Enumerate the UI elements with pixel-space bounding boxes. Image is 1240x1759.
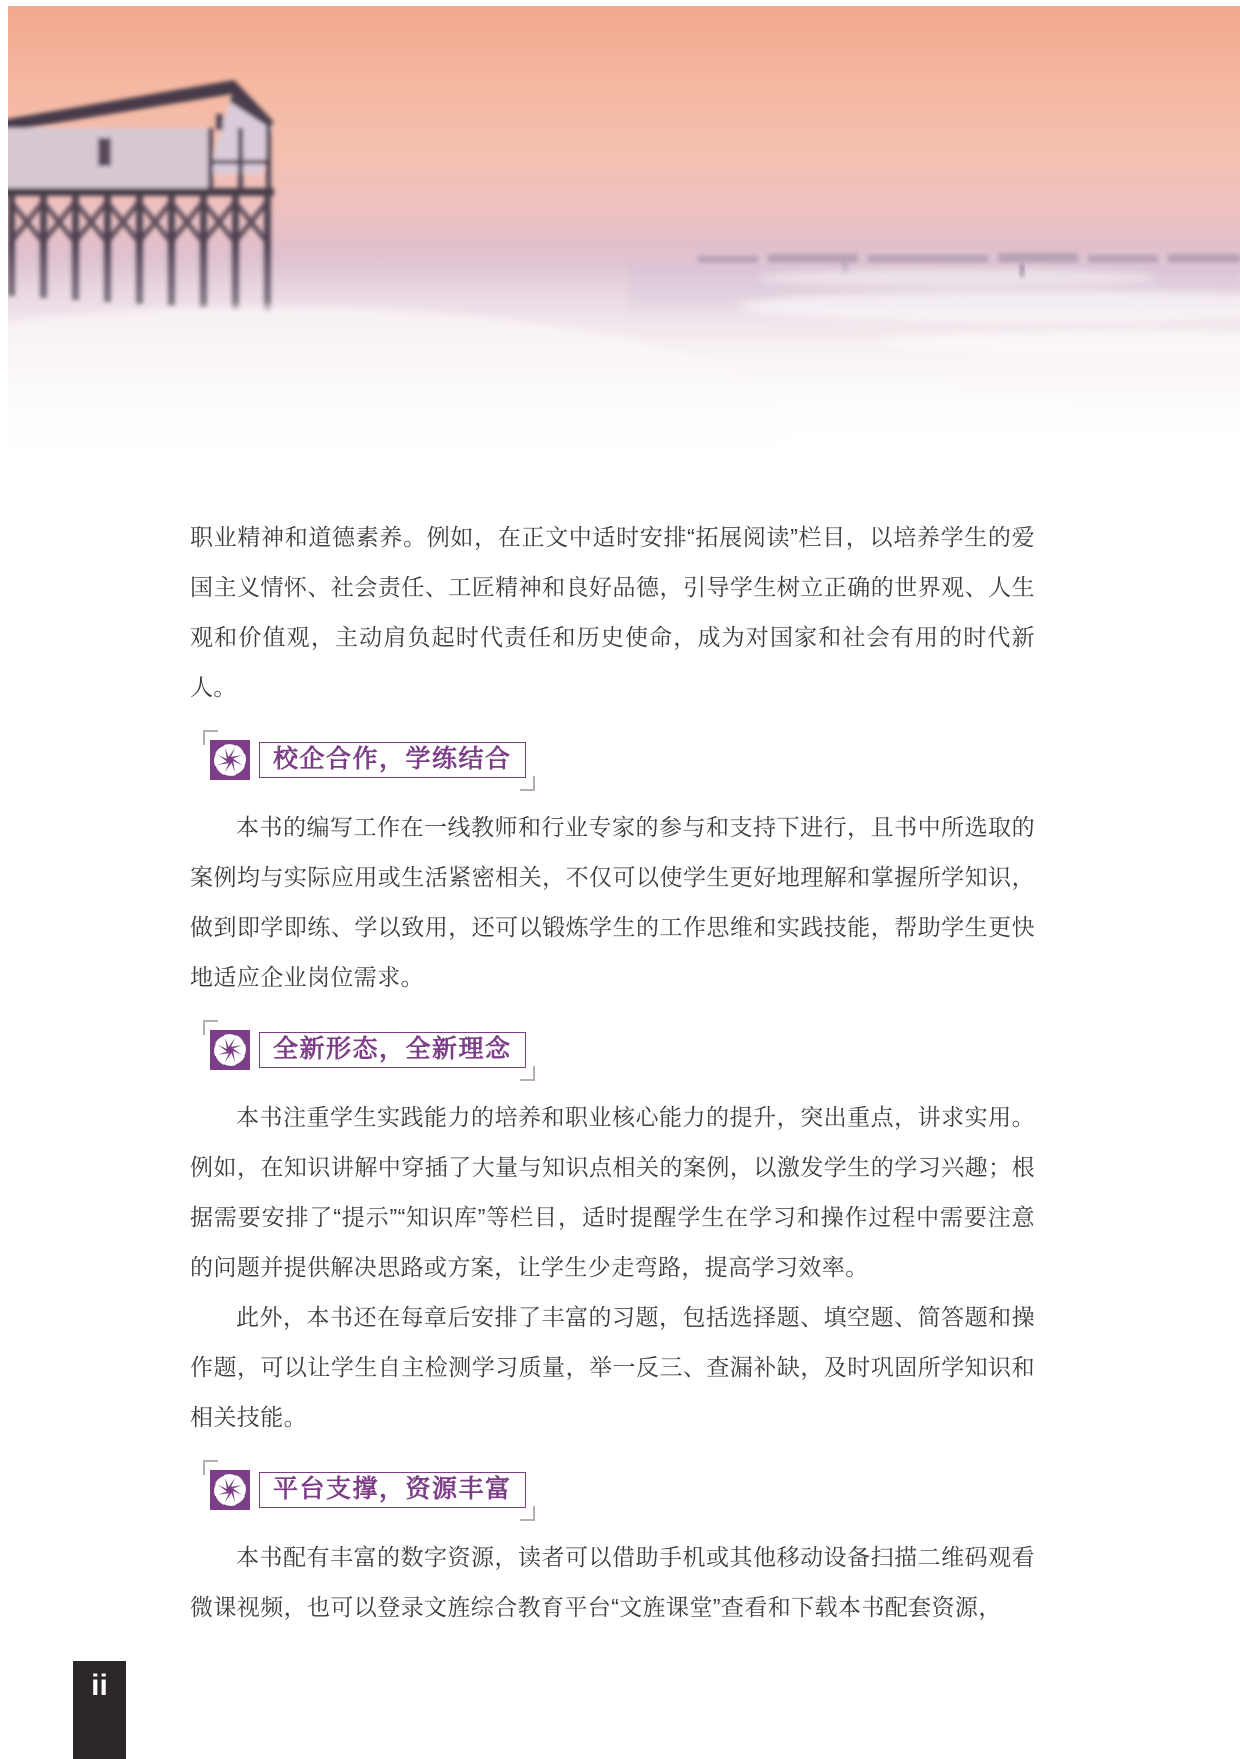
preface-paragraph: 本书的编写工作在一线教师和行业专家的参与和支持下进行，且书中所选取的案例均与实际应用或生活紧密相关，不仅可以使学生更好地理解和掌握所学知识，做到即学即练、学以致用，还可以锻炼学生的工作思维和实践技能，帮助学生更快地适应企业岗位需求。 <box>190 814 1035 990</box>
aperture-pinwheel-icon <box>210 740 250 780</box>
corner-bracket-icon <box>520 776 535 791</box>
section-heading-platform <box>210 1469 526 1511</box>
section-heading-label: 校企合作，学练结合 <box>273 745 512 773</box>
photo-bottom-fade <box>8 6 1240 468</box>
aperture-pinwheel-icon <box>210 1030 250 1070</box>
corner-bracket-icon <box>520 1066 535 1081</box>
section-heading-school-enterprise <box>210 739 526 781</box>
preface-paragraph: 本书注重学生实践能力的培养和职业核心能力的提升，突出重点，讲求实用。例如，在知识讲解中穿插了大量与知识点相关的案例，以激发学生的学习兴趣；根据需要安排了“提示”“知识库”等栏目，适时提醒学生在学习和操作过程中需要注意的问题并提供解决思路或方案，让学生少走弯路，提高学习效率。 <box>190 1104 1035 1280</box>
preface-text-column <box>190 512 1035 1632</box>
section-heading-new-form <box>210 1029 526 1071</box>
corner-bracket-icon <box>203 730 218 745</box>
preface-paragraph: 此外，本书还在每章后安排了丰富的习题，包括选择题、填空题、简答题和操作题，可以让学生自主检测学习质量，举一反三、查漏补缺，及时巩固所学知识和相关技能。 <box>190 1304 1035 1430</box>
aperture-pinwheel-icon <box>210 1470 250 1510</box>
section-heading-box <box>259 1032 526 1068</box>
corner-bracket-icon <box>203 1460 218 1475</box>
section-heading-box <box>259 742 526 778</box>
section-heading-label: 全新形态，全新理念 <box>273 1035 512 1063</box>
section-heading-label: 平台支撑，资源丰富 <box>273 1475 512 1503</box>
hero-photo <box>8 6 1240 468</box>
corner-bracket-icon <box>520 1506 535 1521</box>
preface-paragraph: 职业精神和道德素养。例如，在正文中适时安排“拓展阅读”栏目，以培养学生的爱国主义情怀、社会责任、工匠精神和良好品德，引导学生树立正确的世界观、人生观和价值观，主动肩负起时代责任和历史使命，成为对国家和社会有用的时代新人。 <box>190 524 1035 700</box>
section-heading-box <box>259 1472 526 1508</box>
preface-paragraph: 本书配有丰富的数字资源，读者可以借助手机或其他移动设备扫描二维码观看微课视频，也可以登录文旌综合教育平台“文旌课堂”查看和下载本书配套资源， <box>190 1544 1035 1620</box>
page-number-badge <box>73 1661 126 1759</box>
page-number: ii <box>91 1669 108 1702</box>
corner-bracket-icon <box>203 1020 218 1035</box>
